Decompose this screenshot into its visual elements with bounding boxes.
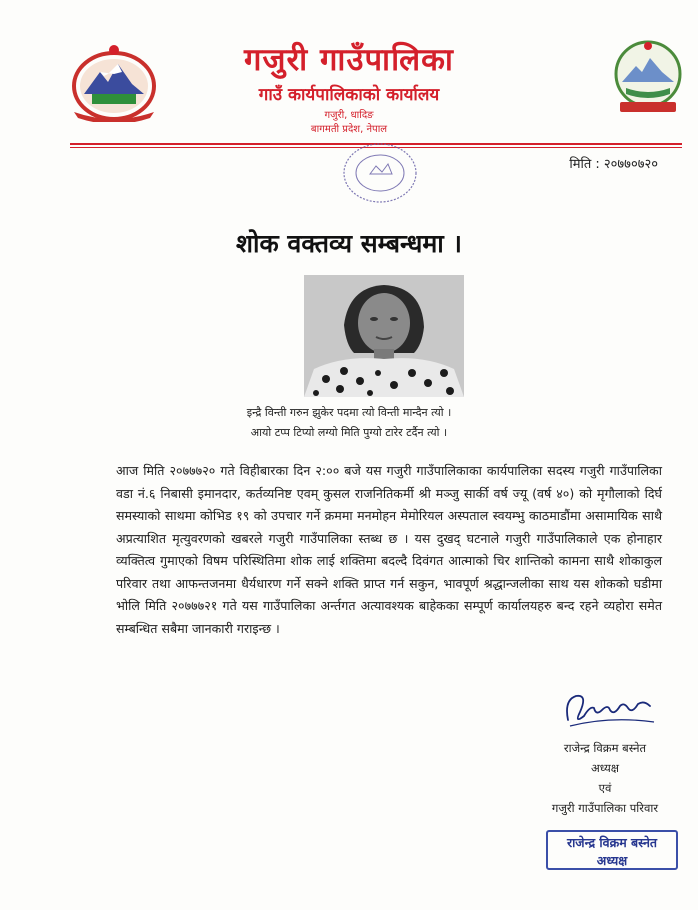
poem-line-1: इन्द्रै विन्ती गरुन झुकेर पदमा त्यो विन्ती मान्दैन त्यो । (246, 406, 452, 419)
stamp-name: राजेन्द्र विक्रम बस्नेत (566, 835, 658, 850)
signatory-name: राजेन्द्र विक्रम बस्नेत (563, 741, 647, 755)
letter-heading: शोक वक्तव्य सम्बन्धमा । (236, 229, 462, 258)
signatory-family: गजुरी गाउँपालिका परिवार (551, 801, 659, 815)
address-line-2: बागमती प्रदेश, नेपाल (310, 124, 388, 135)
address-line-1: गजुरी, धादिङ (324, 110, 374, 121)
name-stamp (546, 830, 678, 870)
letter-body: आज मिति २०७७७२० गते विहीबारका दिन २:०० बजे यस गजुरी गाउँपालिकाका कार्यपालिका सदस्य गजुरी गाउँपालिका वडा नं.६ निबासी इमानदार, कर्तव्यनिष्ट एवम् कुसल राजनितिकर्मी श्री मञ्जु सार्की वर्ष ज्यू (वर्ष ४०) को मृगौलाको दिर्घ समस्याको साथमा कोभिड १९ को उपचार गर्ने क्रममा मनमोहन मेमोरियल अस्पताल स्वयम्भु काठमाडौंमा असामायिक साथै अप्रत्याशित मृत्युवरणको खबरले गजुरी गाउँपालिका स्तब्ध छ । यस दुखद् घटनाले गजुरी गाउँपालिकाले एक होनाहार व्यक्तित्व गुमाएको विषम परिस्थितिमा शोक लाई शक्तिमा बदल्दै दिवंगत आत्माको चिर शान्तिको कामना साथै शोकाकुल परिवार तथा आफन्तजनमा धैर्यधारण गर्ने सक्ने शक्ति प्राप्त गर्न सकुन, भावपूर्ण श्रद्धान्जलीका साथ यस शोकको घडीमा भोलि मिति २०७७७२१ गते यस गाउँपालिका अर्न्तगत अत्यावश्यक बाहेकका सम्पूर्ण कार्यालयहरु बन्द रहने व्यहोरा समेत सम्बन्धित सबैमा जानकारी गराइन्छ । (116, 463, 662, 636)
office-name: गाउँ कार्यपालिकाको कार्यालय (258, 85, 440, 105)
portrait-photo (304, 275, 464, 397)
signature-icon (560, 686, 660, 732)
office-seal-icon (340, 140, 420, 206)
org-name: गजुरी गाउँपालिका (244, 42, 454, 78)
poem-line-2: आयो टप्प टिप्यो लग्यो मिति पुग्यो टारेर टर्दैन त्यो । (250, 426, 448, 439)
signatory-block (530, 738, 680, 818)
signatory-title: अध्यक्ष (590, 761, 620, 775)
stamp-title: अध्यक्ष (596, 853, 628, 868)
signatory-conjunction: एवं (598, 781, 612, 795)
letter-date: मिति : २०७७०७२० (569, 157, 658, 172)
municipality-logo-icon (612, 38, 684, 116)
